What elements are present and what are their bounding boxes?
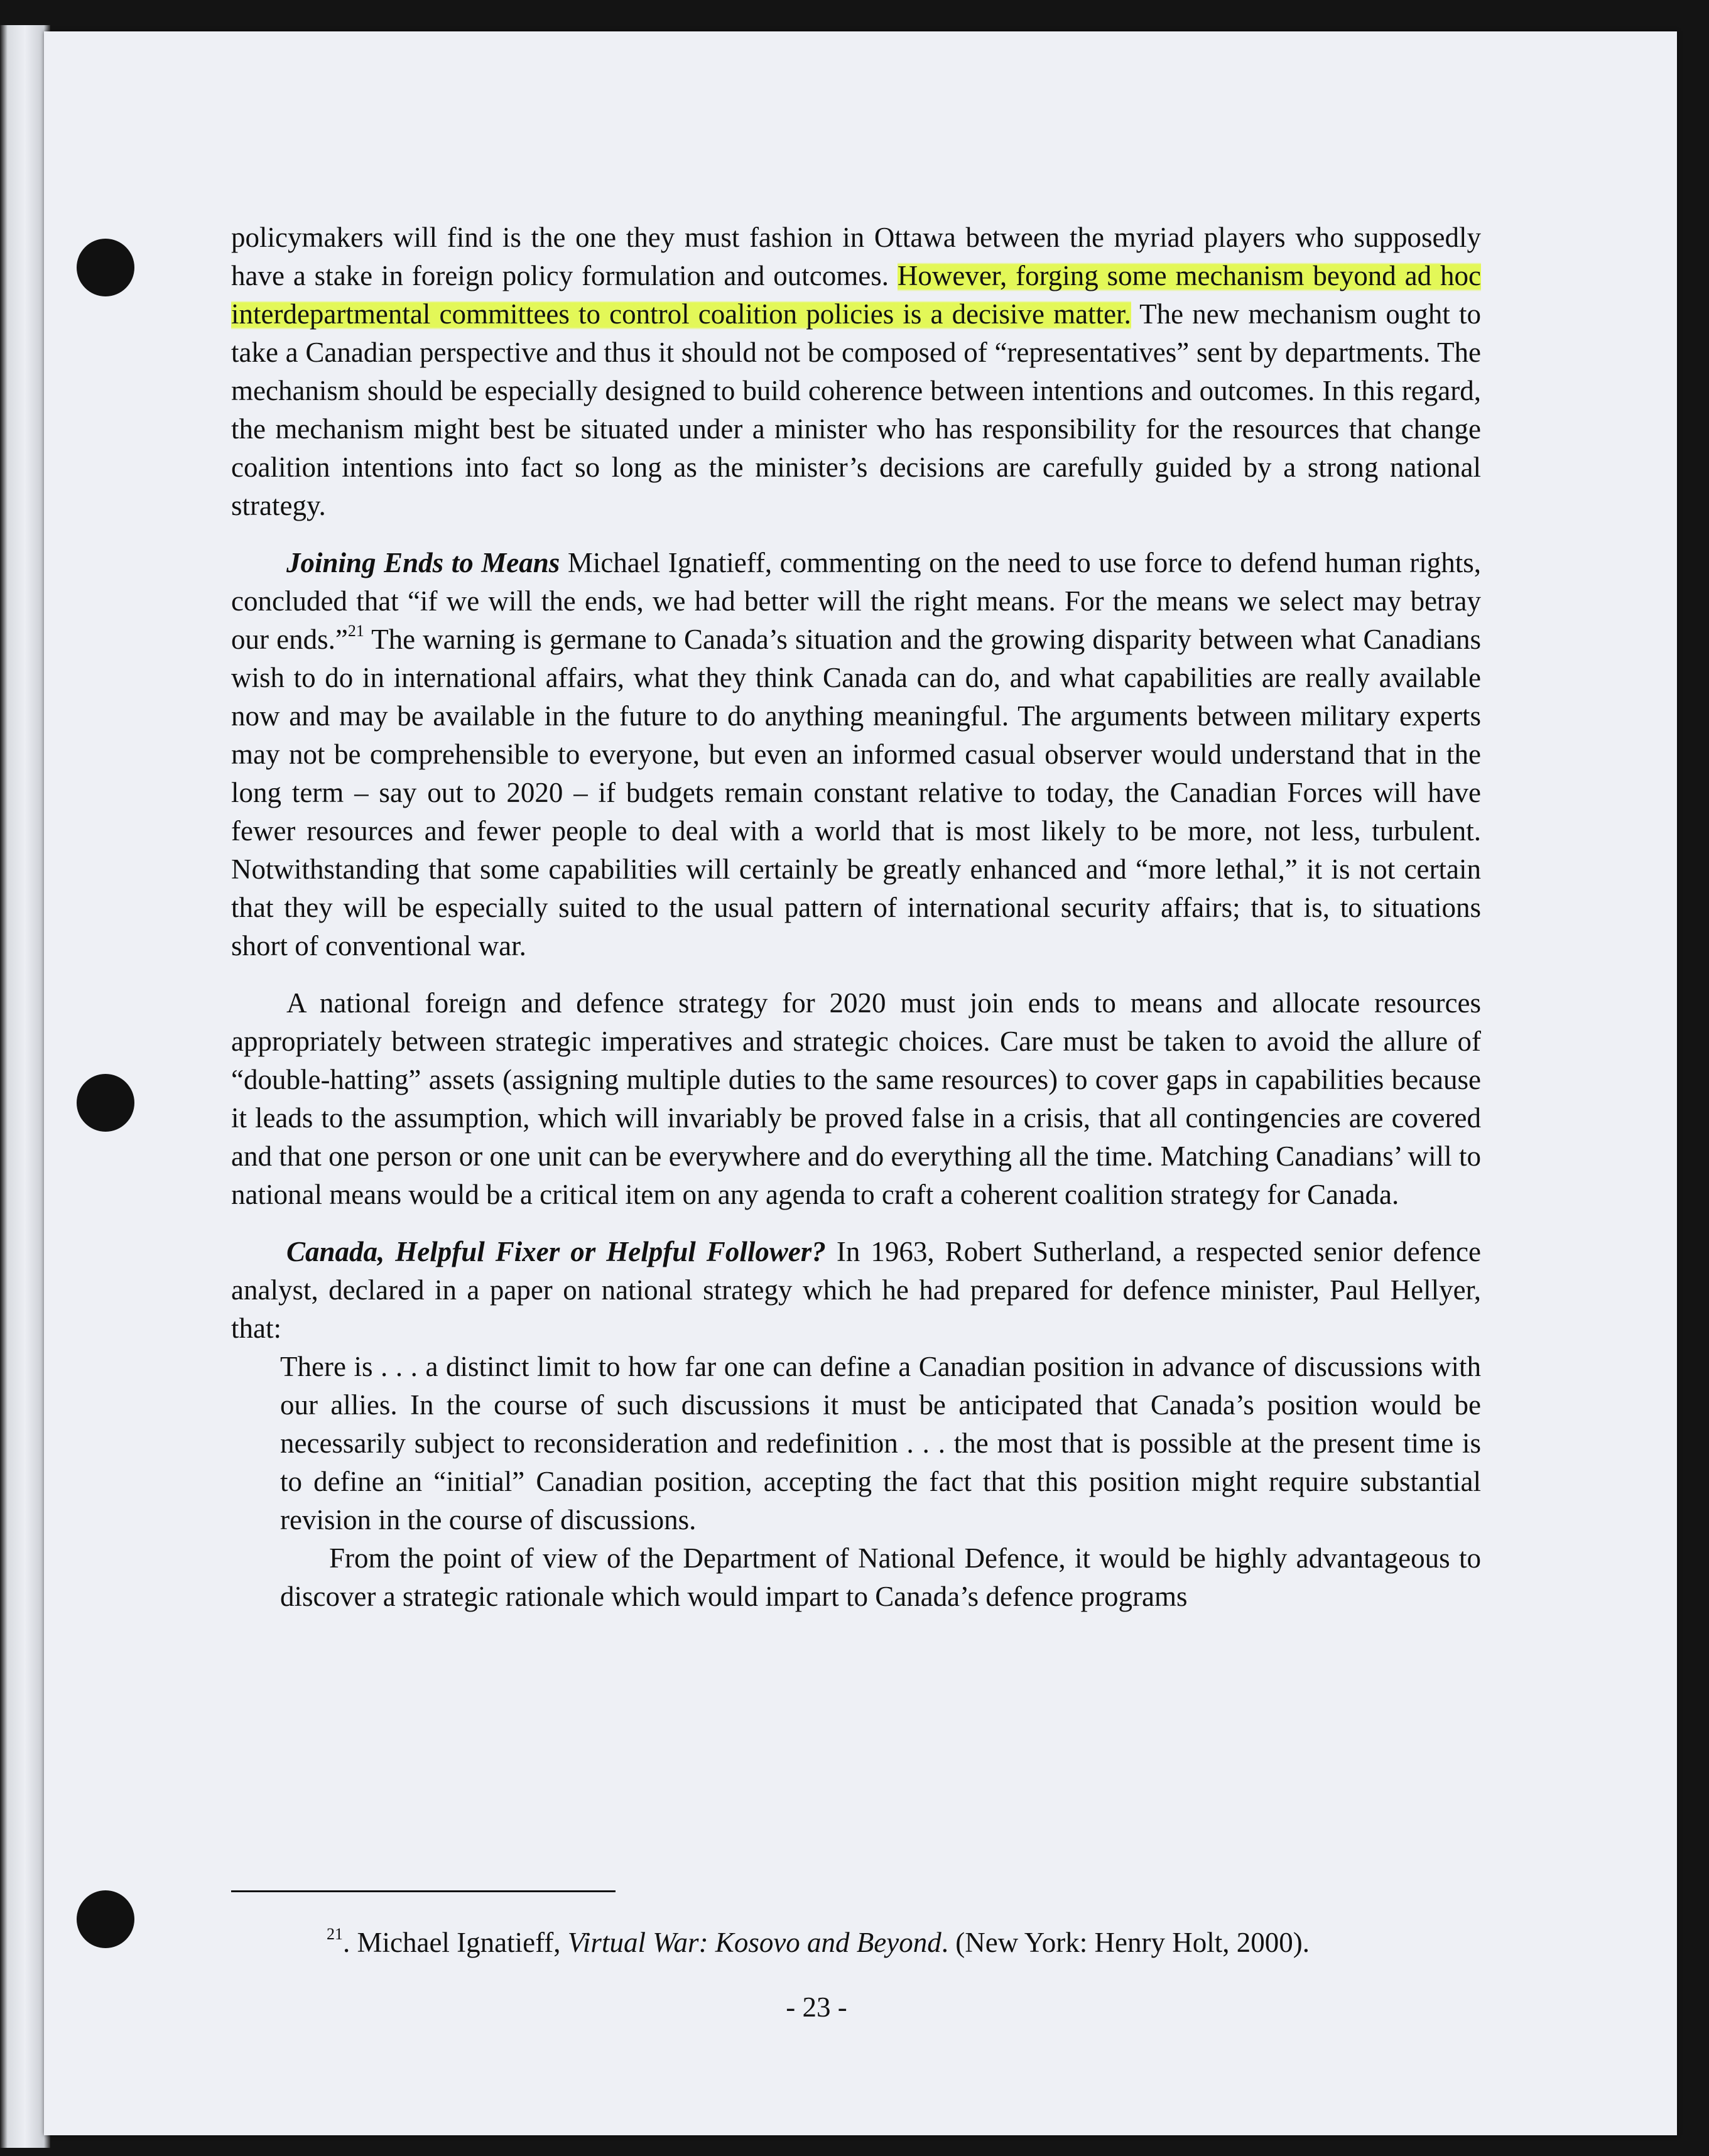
footnote-number: 21 xyxy=(327,1925,343,1943)
paragraph-text: A national foreign and defence strategy for 2020 must join ends to means and allocate resources appropriately between strategic imperatives and strategic choices. Care must be taken to avoid the allure of “double-hatting” assets (assigning multiple duties to the same resources) to cover gaps in capabilities because it leads to the assumption, which will invariably be proved false in a crisis, that all contingencies are covered and that one person or one unit can be everywhere and do everything all the time. Matching Canadians’ will to national means would be a critical item on any agenda to craft a coherent coalition strategy for Canada. xyxy=(231,987,1481,1210)
paragraph-text: Michael Ignatieff, commenting on the need to use force to defend human rights, concluded that “if we will the ends, we had better will the right means. For the means we select may betray our ends.” xyxy=(231,547,1482,655)
paragraph-text: The warning is germane to Canada’s situation and the growing disparity between what Canadians wish to do in international affairs, what they think Canada can do, and what capabilities are really available now and may be available in the future to do anything meaningful. The arguments between military experts may not be comprehensible to everyone, but even an informed casual observer would understand that in the long term – say out to 2020 – if budgets remain constant relative to today, the Canadian Forces will have fewer resources and fewer people to deal with a world that is most likely to be more, not less, turbulent. Notwithstanding that some capabilities will certainly be greatly enhanced and “more lethal,” it is not certain that they will be especially suited to the usual pattern of international security affairs; that is, to situations short of conventional war. xyxy=(231,624,1482,962)
footnote-text: . (New York: Henry Holt, 2000). xyxy=(941,1927,1310,1958)
stacked-page-edges xyxy=(0,25,50,2148)
paragraph-text: policymakers will find is the one they must fashion in Ottawa between the myriad players who supposedly have a stake in foreign policy formulation and outcomes. xyxy=(231,222,1481,291)
footnote-reference: 21 xyxy=(347,622,364,640)
paragraph xyxy=(231,1233,1481,1348)
binder-hole-bottom xyxy=(77,1890,134,1948)
body-text xyxy=(231,219,1481,1616)
page-number: - 23 - xyxy=(786,1991,847,2023)
footnote-text: . Michael Ignatieff, xyxy=(343,1927,568,1958)
binder-hole-middle xyxy=(77,1074,134,1132)
section-heading: Joining Ends to Means xyxy=(286,547,560,578)
block-quote-continuation xyxy=(280,1539,1481,1616)
quote-text: From the point of view of the Department of National Defence, it would be highly advantageous to discover a strategic rationale which would impart to Canada’s defence programs xyxy=(280,1542,1481,1612)
paragraph-text: In 1963, Robert Sutherland, a respected senior defence analyst, declared in a paper on national strategy which he had prepared for defence minister, Paul Hellyer, that: xyxy=(231,1236,1482,1344)
section-heading: Canada, Helpful Fixer or Helpful Follower? xyxy=(286,1236,826,1267)
footnote-title: Virtual War: Kosovo and Beyond xyxy=(567,1927,941,1958)
paragraph xyxy=(231,219,1481,525)
quote-text: There is . . . a distinct limit to how far one can define a Canadian position in advance of discussions with our allies. In the course of such discussions it must be anticipated that Canada’s position would be necessarily subject to reconsideration and redefinition . . . the most that is possible at the present time is to define an “initial” Canadian position, accepting the fact that this position might require substantial revision in the course of discussions. xyxy=(280,1351,1481,1536)
highlighted-text: However, forging some mechanism beyond ad hoc interdepartmental committees to control coalition policies is a decisive matter. xyxy=(231,260,1482,330)
block-quote xyxy=(280,1348,1481,1539)
paragraph xyxy=(231,984,1481,1214)
footnote xyxy=(327,1925,1310,1959)
footnote-rule xyxy=(231,1890,616,1892)
paragraph-text: The new mechanism ought to take a Canadian perspective and thus it should not be composed of “representatives” sent by departments. The mechanism should be especially designed to build coherence between intentions and outcomes. In this regard, the mechanism might best be situated under a minister who has responsibility for the resources that change coalition intentions into fact so long as the minister’s decisions are carefully guided by a strong national strategy. xyxy=(231,298,1481,521)
binder-hole-top xyxy=(77,239,134,296)
paragraph xyxy=(231,544,1481,965)
